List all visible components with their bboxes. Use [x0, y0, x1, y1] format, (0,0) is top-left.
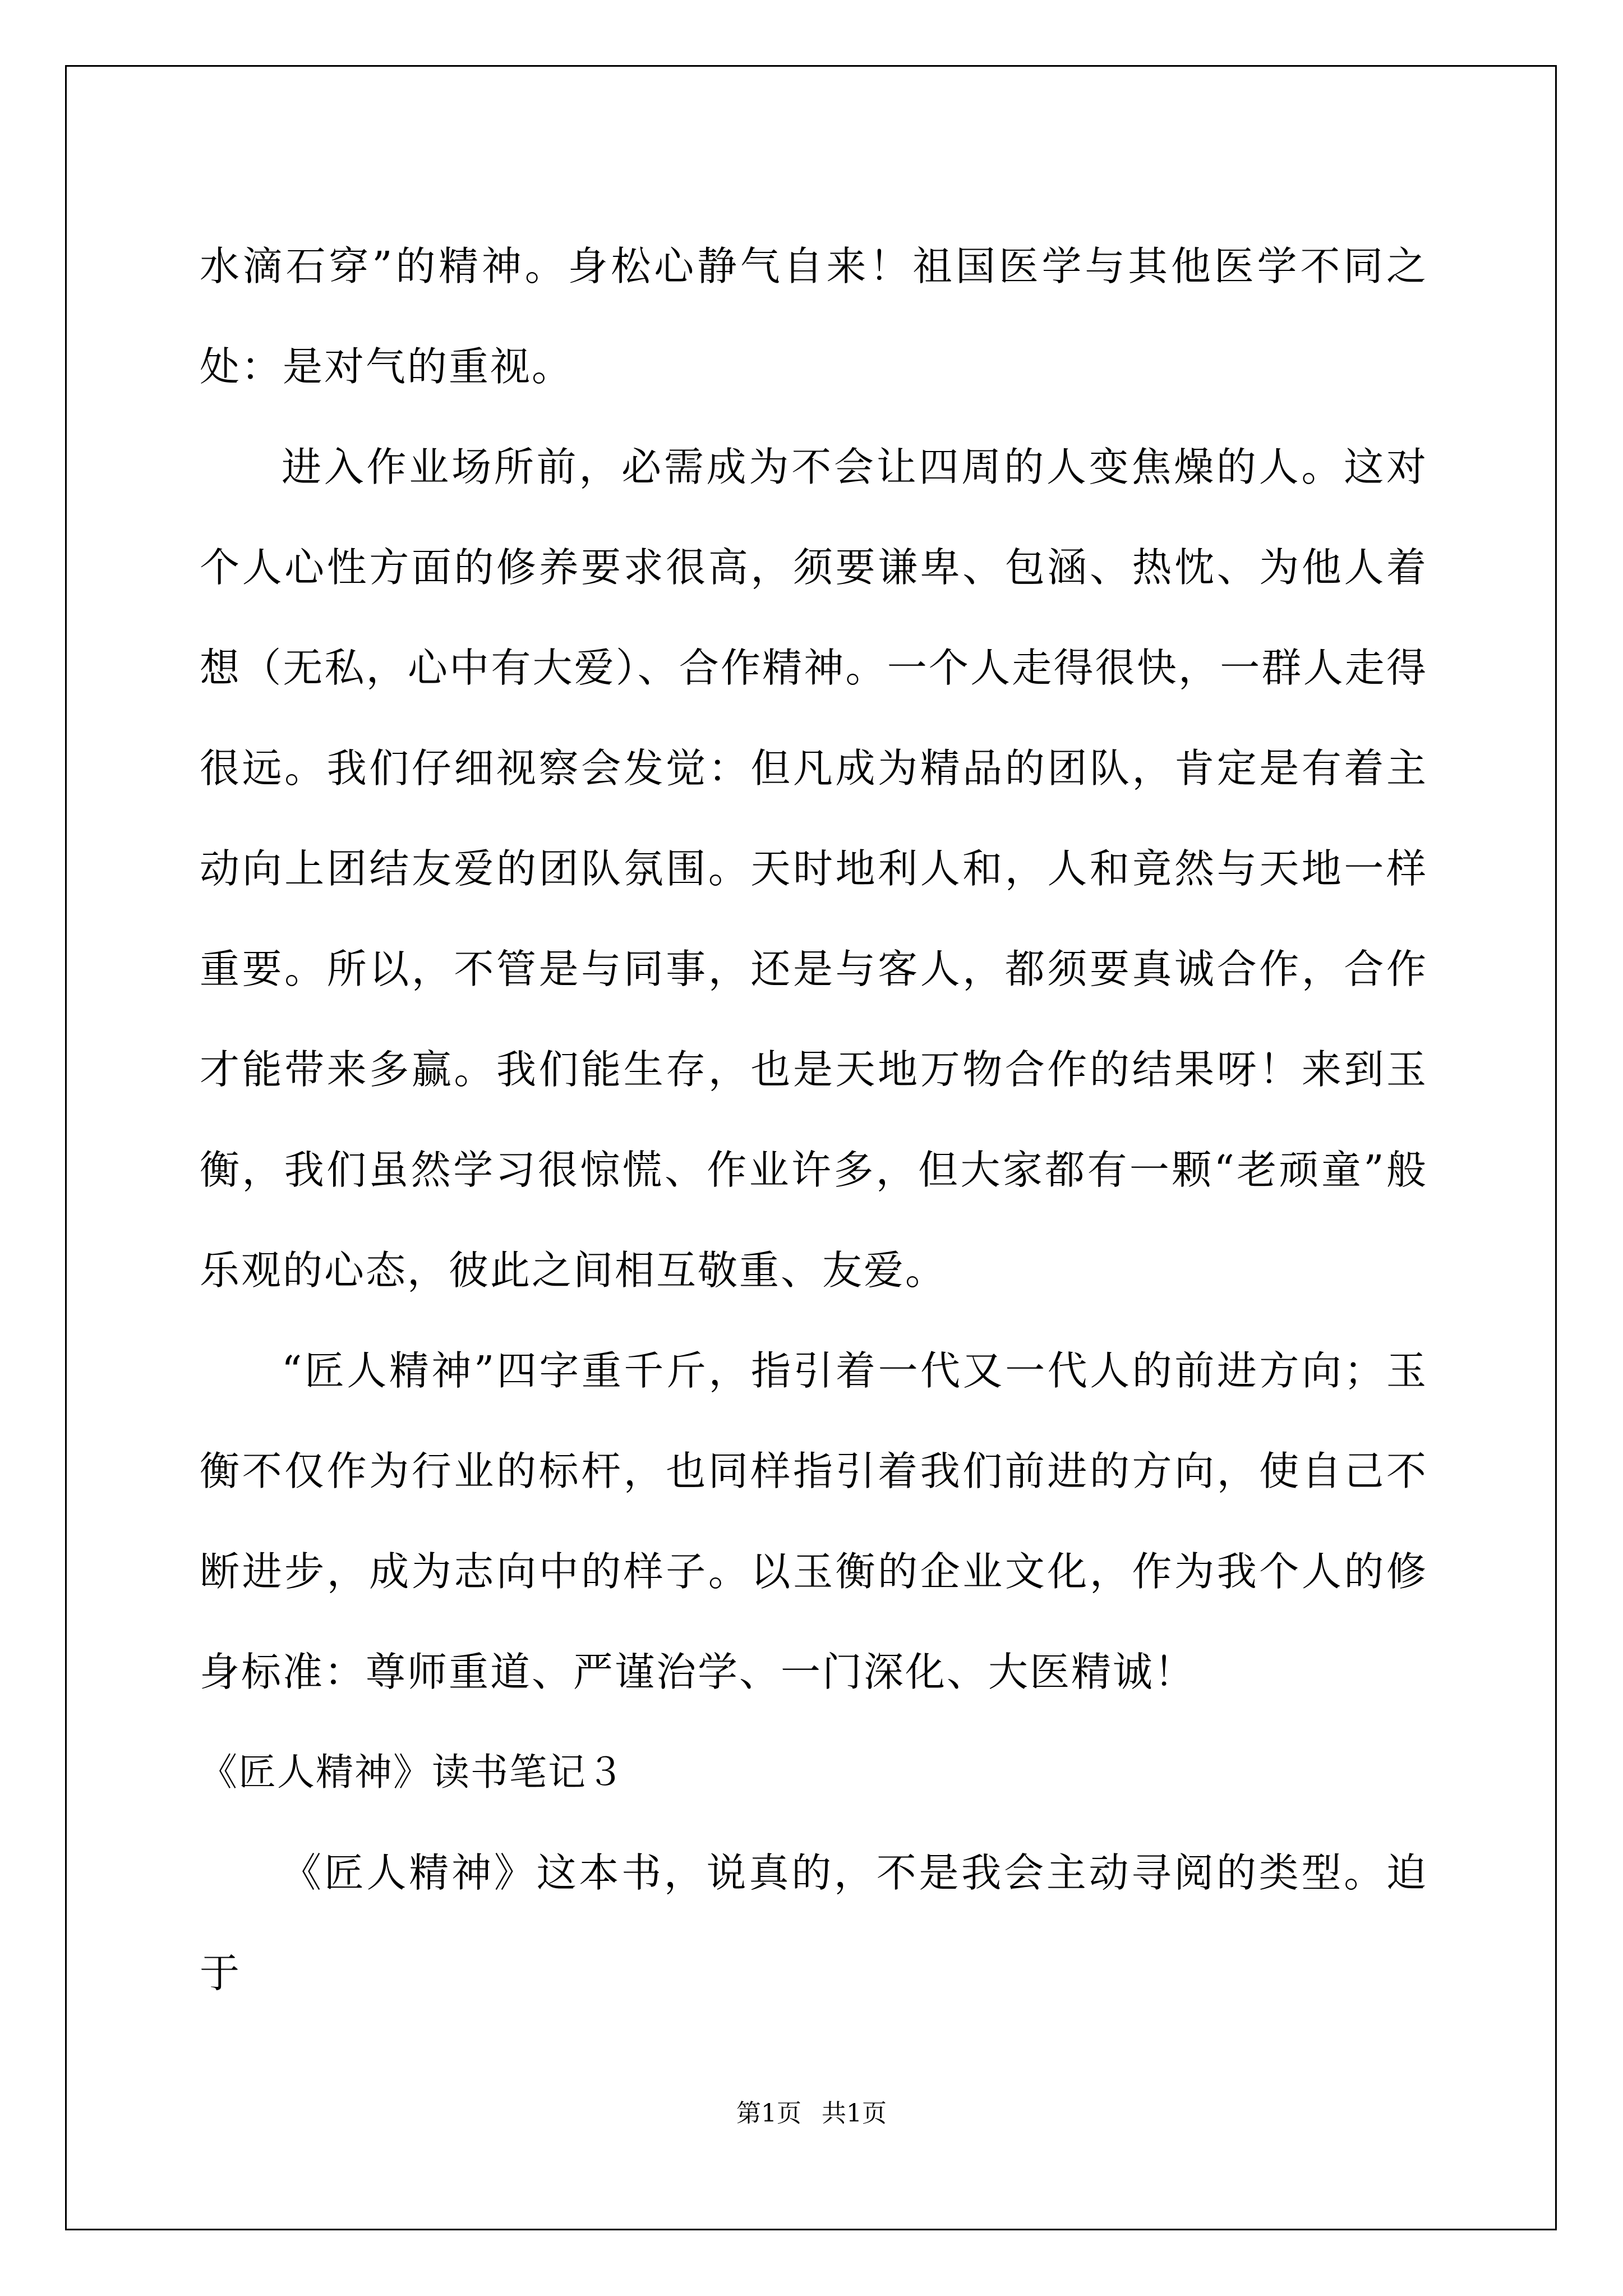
paragraph-4: 《匠人精神》这本书，说真的，不是我会主动寻阅的类型。迫于 [200, 1849, 1428, 1996]
page-number: 第1页 [736, 2099, 801, 2128]
page-footer [0, 2097, 1623, 2131]
section-heading: 《匠人精神》读书笔记３ [200, 1750, 625, 1794]
paragraph-3: “匠人精神”四字重千斤，指引着一代又一代人的前进方向；玉衡不仅作为行业的标杆，也同样指引着我们前进的方向，使自己不断进步，成为志向中的样子。以玉衡的企业文化，作为我个人的修身标准：尊师重道、严谨治学、一门深化、大医精诚！ [200, 1347, 1428, 1695]
page-total: 共1页 [822, 2099, 887, 2128]
paragraph-2: 进入作业场所前，必需成为不会让四周的人变焦燥的人。这对个人心性方面的修养要求很高，须要谦卑、包涵、热忱、为他人着想（无私，心中有大爱）、合作精神。一个人走得很快，一群人走得很远。我们仔细视察会发觉：但凡成为精品的团队，肯定是有着主动向上团结友爱的团队氛围。天时地利人和，人和竟然与天地一样重要。所以，不管是与同事，还是与客人，都须要真诚合作，合作才能带来多赢。我们能生存，也是天地万物合作的结果呀！来到玉衡，我们虽然学习很惊慌、作业许多，但大家都有一颗“老顽童”般乐观的心态，彼此之间相互敬重、友爱。 [200, 444, 1428, 1294]
paragraph-1: 水滴石穿”的精神。身松心静气自来！祖国医学与其他医学不同之处：是对气的重视。 [200, 243, 1428, 390]
document-body [200, 216, 1428, 2023]
